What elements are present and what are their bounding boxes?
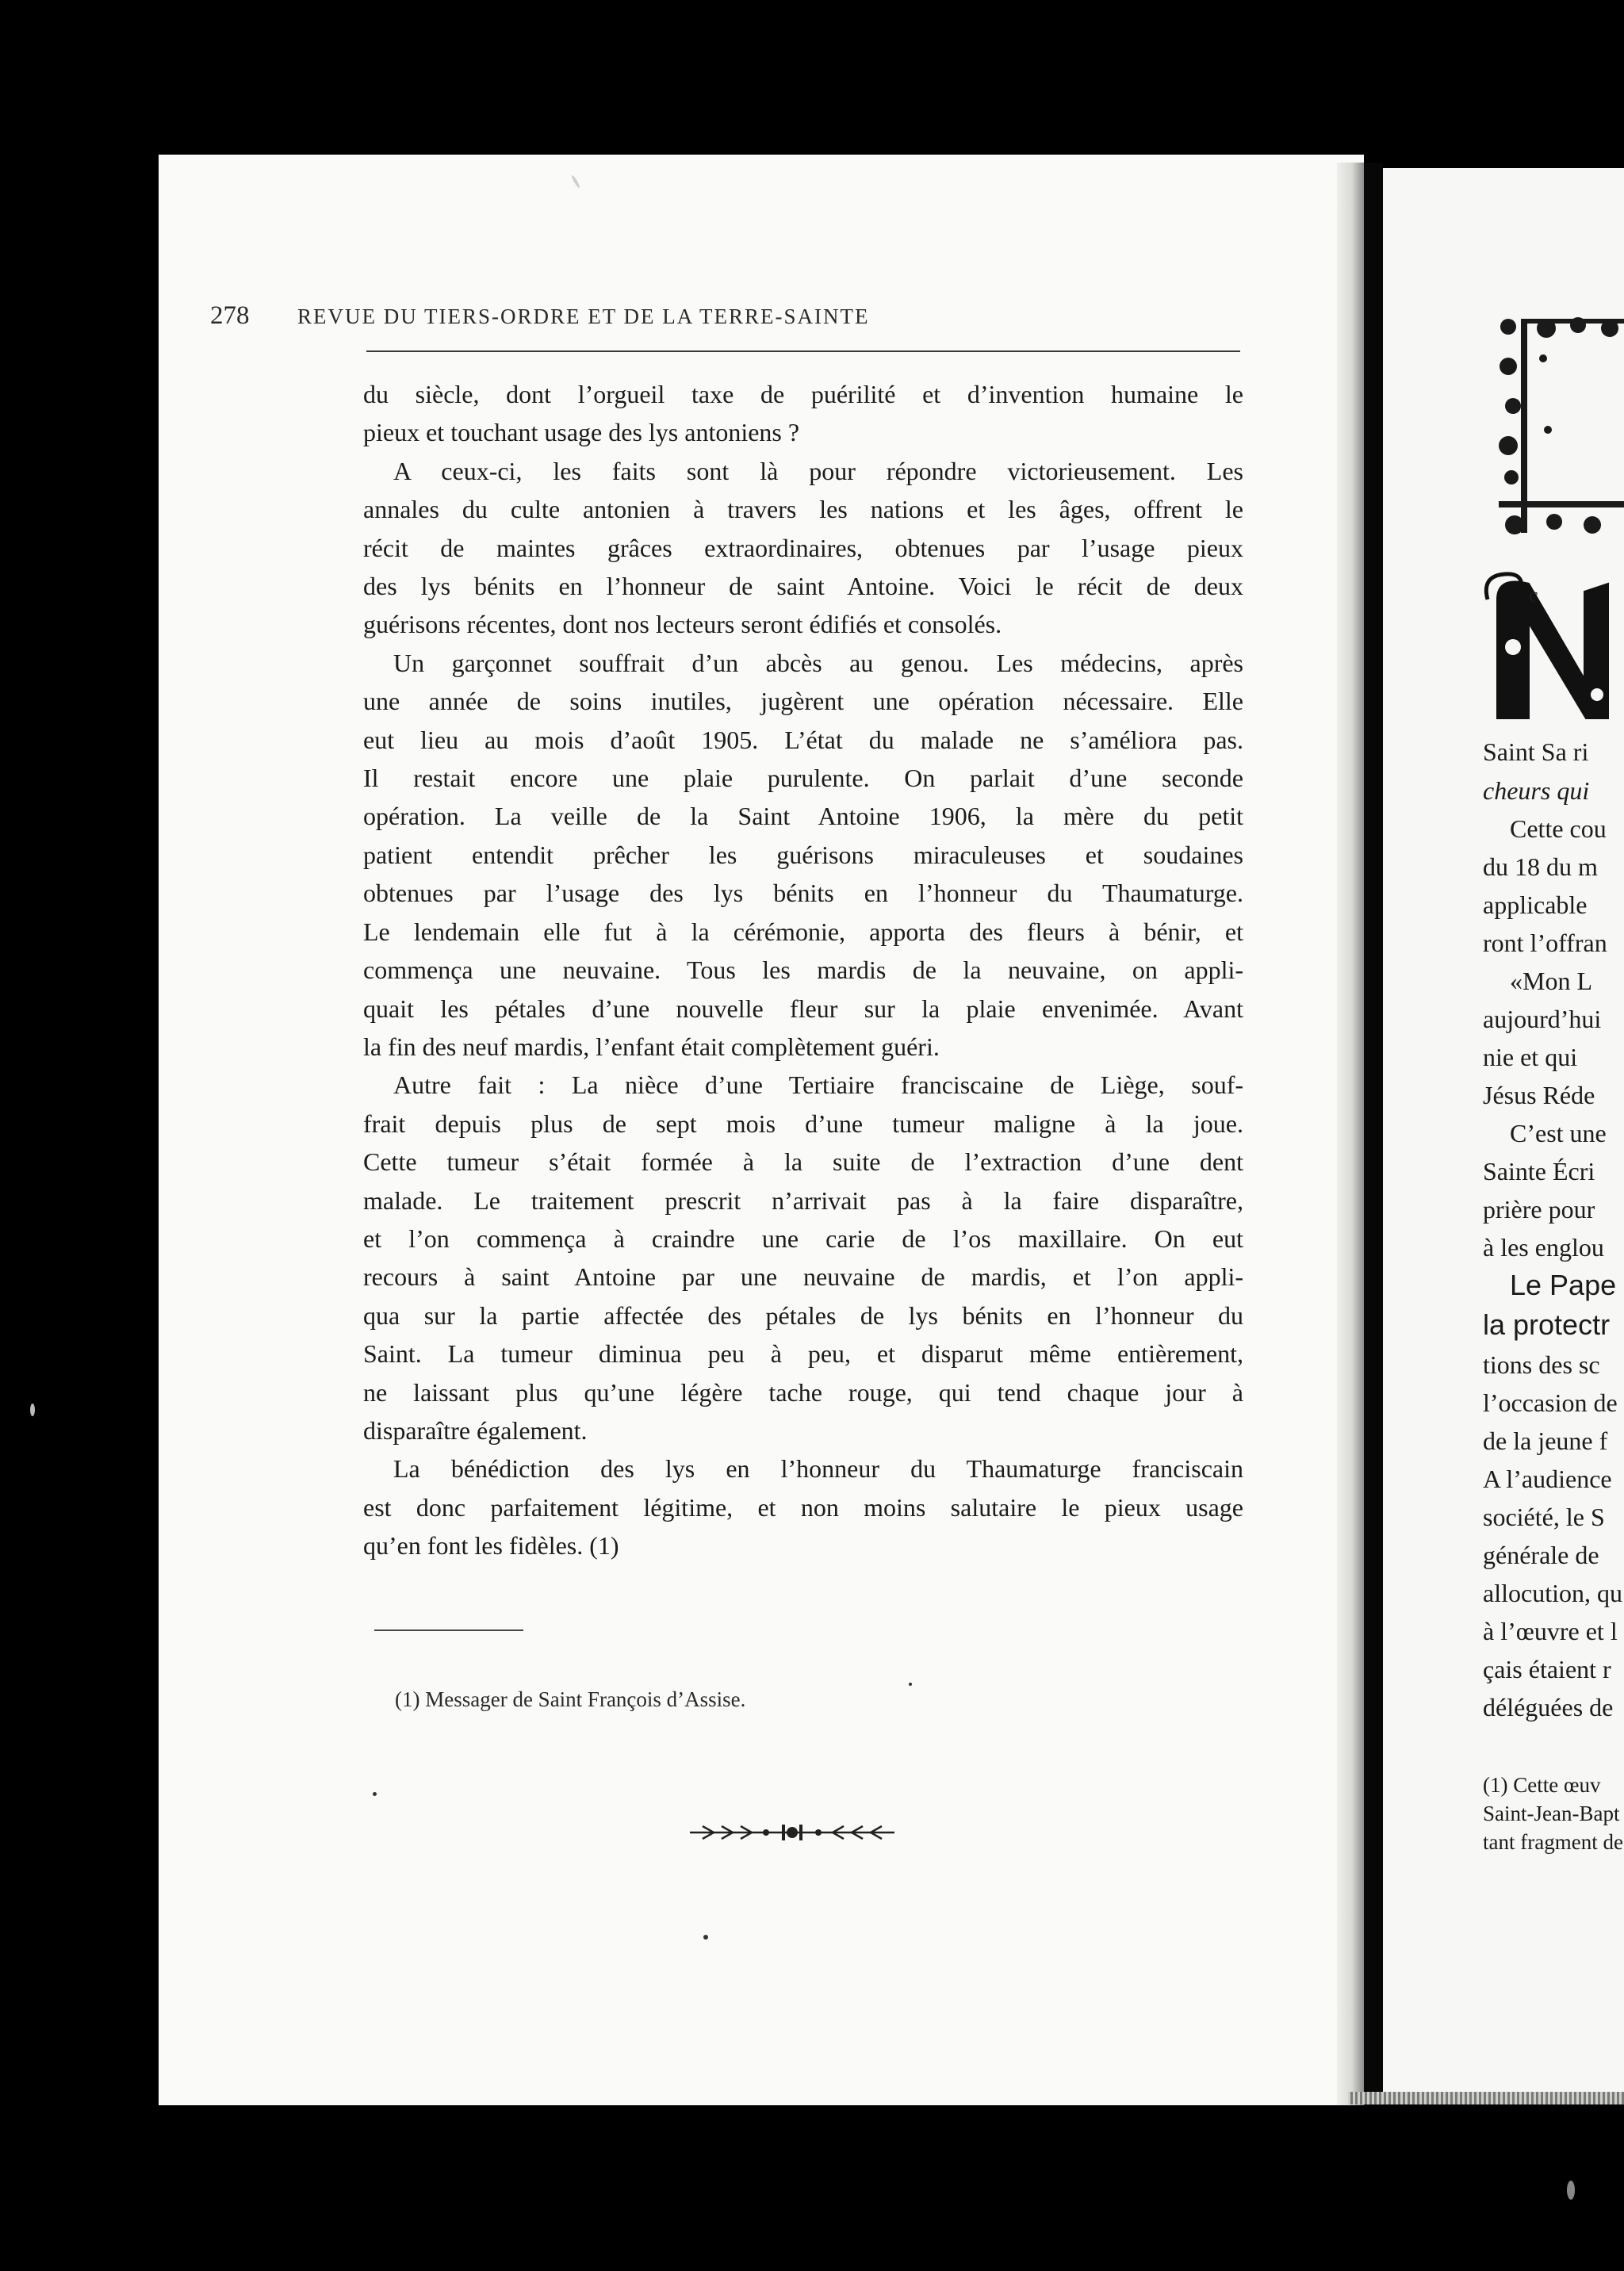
text-line: est donc parfaitement légitime, et non moins salutaire le pieux usage (363, 1492, 1243, 1522)
text-line: opération. La veille de la Saint Antoine 1906, la mère du petit (363, 802, 1243, 831)
text-line: disparaître également. (363, 1415, 588, 1445)
text-line: du siècle, dont l’orgueil taxe de puérilité et d’invention humaine le (363, 380, 1243, 408)
page-number: 278 (210, 301, 250, 330)
scan-speck (909, 1683, 912, 1686)
text-line: guérisons récentes, dont nos lecteurs seront édifiés et consolés. (363, 610, 1002, 639)
article-body (363, 375, 1243, 1565)
text-line: Il restait encore une plaie purulente. On parlait d’une seconde (363, 764, 1243, 793)
text-line: Un garçonnet souffrait d’un abcès au genou. Les médecins, après (393, 648, 1243, 677)
text-line: annales du culte antonien à travers les nations et les âges, offrent le (363, 495, 1243, 524)
text-line: Le lendemain elle fut à la cérémonie, apporta des fleurs à bénir, et (363, 917, 1243, 946)
right-page-line: C’est une (1510, 1119, 1607, 1147)
book-gutter (1364, 163, 1383, 2105)
scan-speck (373, 1792, 377, 1796)
scan-speck (30, 1404, 35, 1416)
footnote: (1) Messager de Saint François d’Assise. (395, 1687, 746, 1711)
text-line: qua sur la partie affectée des pétales de lys bénits en l’honneur du (363, 1300, 1243, 1330)
right-page-line: aujourd’hui (1483, 1005, 1602, 1033)
text-line: La bénédiction des lys en l’honneur du Thaumaturge franciscain (393, 1454, 1243, 1484)
text-line: obtenues par l’usage des lys bénits en l’honneur du Thaumaturge. (363, 879, 1243, 908)
text-line: Cette tumeur s’était formée à la suite de l’extraction d’une dent (363, 1147, 1243, 1177)
right-page-line: tant fragment de (1483, 1830, 1623, 1854)
right-page-line: Saint Sa ri (1483, 737, 1589, 766)
right-page-line: société, le S (1483, 1503, 1605, 1531)
left-page-edge (1337, 163, 1364, 2105)
right-page-line: du 18 du m (1483, 852, 1598, 881)
text-line: malade. Le traitement prescrit n’arrivait pas à la faire disparaître, (363, 1185, 1243, 1215)
text-line: A ceux-ci, les faits sont là pour répondre victorieusement. Les (393, 456, 1243, 485)
text-line: Autre fait : La nièce d’une Tertiaire franciscaine de Liège, souf- (393, 1070, 1243, 1100)
right-page-line: çais étaient r (1483, 1655, 1611, 1683)
right-page-line: cheurs qui (1483, 776, 1590, 805)
right-page-line: Le Pape (1510, 1269, 1617, 1301)
scan-speck (1567, 2181, 1575, 2200)
text-line: des lys bénits en l’honneur de saint Antoine. Voici le récit de deux (363, 572, 1243, 601)
text-line: Saint. La tumeur diminua peu à peu, et disparut même entièrement, (363, 1339, 1243, 1369)
right-page-line: Sainte Écri (1483, 1157, 1595, 1185)
right-page-edge (1348, 2092, 1624, 2104)
text-line: pieux et touchant usage des lys antoniens ? (363, 418, 800, 447)
footnote-rule (374, 1630, 523, 1631)
running-title: REVUE DU TIERS-ORDRE ET DE LA TERRE-SAINTE (297, 304, 870, 328)
right-page-line: Cette cou (1510, 814, 1607, 843)
tailpiece-ornament-icon (687, 1821, 898, 1844)
vine-border-ornament-icon (1499, 311, 1624, 541)
right-page-line: (1) Cette œuv (1483, 1773, 1601, 1797)
text-line: recours à saint Antoine par une neuvaine de mardis, et l’on appli- (363, 1262, 1243, 1292)
right-page-line: déléguées de (1483, 1693, 1614, 1721)
text-line: ne laissant plus qu’une légère tache rouge, qui tend chaque jour à (363, 1377, 1243, 1407)
right-page-line: prière pour (1483, 1195, 1595, 1224)
text-line: qu’en font les fidèles. (1) (363, 1531, 619, 1561)
running-header (210, 301, 1241, 330)
text-line: récit de maintes grâces extraordinaires, obtenues par l’usage pieux (363, 533, 1243, 562)
right-page-line: à les englou (1483, 1233, 1604, 1262)
right-page-line: Saint-Jean-Bapt (1483, 1802, 1620, 1825)
text-line: frait depuis plus de sept mois d’une tumeur maligne à la joue. (363, 1109, 1243, 1138)
right-page-line: de la jeune f (1483, 1427, 1608, 1455)
right-page-line: la protectr (1483, 1308, 1611, 1341)
right-page-line: ront l’offran (1483, 929, 1607, 957)
right-page-line: à l’œuvre et l (1483, 1617, 1618, 1645)
text-line: eut lieu au mois d’août 1905. L’état du malade ne s’améliora pas. (363, 725, 1243, 754)
header-rule (366, 350, 1240, 352)
text-line: et l’on commença à craindre une carie de l’os maxillaire. On eut (363, 1224, 1243, 1253)
right-page-line: allocution, qu (1483, 1579, 1622, 1607)
right-page-line: nie et qui (1483, 1043, 1578, 1071)
text-line: une année de soins inutiles, jugèrent une opération nécessaire. Elle (363, 687, 1243, 716)
right-page-line: c (1529, 584, 1538, 607)
right-page-line: tions des sc (1483, 1350, 1600, 1379)
scan-speck (703, 1935, 708, 1940)
text-line: quait les pétales d’une nouvelle fleur sur la plaie envenimée. Avant (363, 994, 1243, 1023)
text-line: la fin des neuf mardis, l’enfant était complètement guéri. (363, 1032, 940, 1061)
right-page-line: générale de (1483, 1541, 1599, 1569)
right-page-line: «Mon L (1510, 967, 1592, 995)
right-page-line: Jésus Réde (1483, 1081, 1595, 1109)
right-page-line: A l’audience (1483, 1465, 1612, 1493)
text-line: patient entendit prêcher les guérisons miraculeuses et soudaines (363, 840, 1243, 869)
text-line: commença une neuvaine. Tous les mardis de la neuvaine, on appli- (363, 956, 1243, 985)
right-page-line: applicable (1483, 890, 1588, 919)
right-page-line: l’occasion de (1483, 1388, 1618, 1417)
